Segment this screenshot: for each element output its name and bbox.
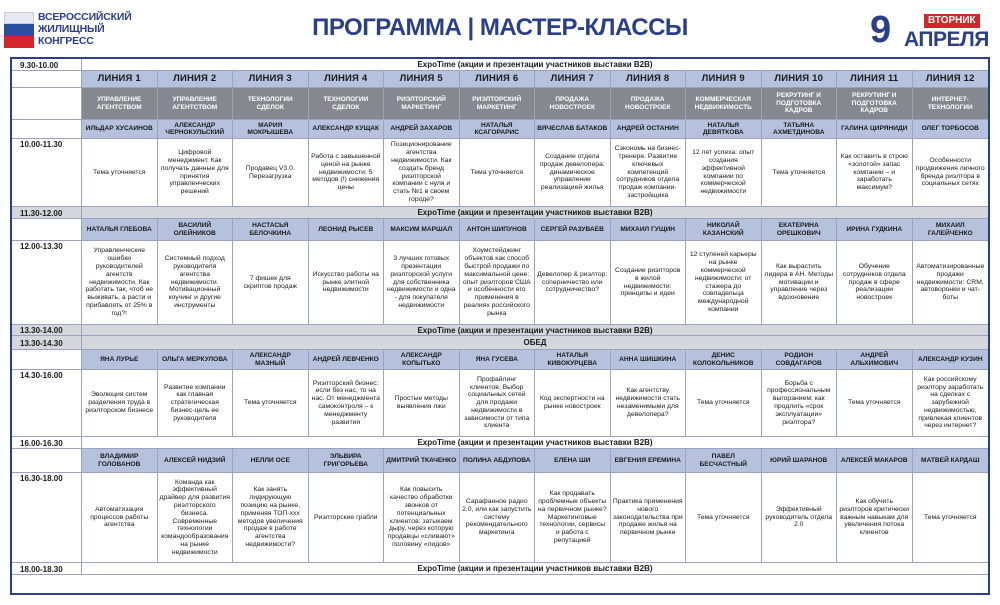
talk-title: Как продавать проблемные объекты на первичном рынке? Маркетинговые технологии, сервисы и работа с репутацией [535,473,611,563]
speaker-name: НИКОЛАЙ КАЗАНСКИЙ [686,219,762,241]
speaker-name: ДЕНИС КОЛОКОЛЬНИКОВ [686,350,762,370]
talk-title: Автоматизация процессов работы агентства [82,473,158,563]
line-header: ЛИНИЯ 11 [837,71,913,88]
track-topic-row [12,88,988,120]
talk-title: Риэлторский бизнес: если без нас, то на нас. От менеджмента самоконтроля – к менеджменту развития [309,370,385,437]
expo-row [12,563,988,575]
speaker-name: ЯНА ЛУРЬЕ [82,350,158,370]
expo-banner: ExpoTime (акции и презентации участников выставки B2B) [82,563,988,575]
speaker-name: ПАВЕЛ БЕСЧАСТНЫЙ [686,449,762,473]
speaker-name: ДМИТРИЙ ТКАЧЕНКО [384,449,460,473]
time-slot [12,219,82,241]
time-slot: 14.30-16.00 [12,370,82,437]
talk-title: Тема уточняется [82,139,158,207]
month-label: АПРЕЛЯ [904,28,989,51]
talk-title: 12 лет успеха: опыт создания эффективной компании по коммерческой недвижимости [686,139,762,207]
time-slot: 13.30-14.30 [12,336,82,350]
talk-title: Продавец V3.0. Перезагрузка [233,139,309,207]
time-slot: 9.30-10.00 [12,59,82,71]
expo-banner: ExpoTime (акции и презентации участников выставки B2B) [82,437,988,449]
line-header: ЛИНИЯ 3 [233,71,309,88]
talk-title: Простые методы выявления лжи [384,370,460,437]
time-slot [12,350,82,370]
time-slot [12,71,82,88]
talk-title-row [12,241,988,325]
lunch-banner: ОБЕД [82,336,988,350]
talk-title: Системный подход руководителя агентства недвижимости. Мотивационный коучинг и другие инструменты [158,241,234,325]
talk-title: 7 фишек для скриптов продаж [233,241,309,325]
line-header: ЛИНИЯ 9 [686,71,762,88]
talk-title: Особенности продвижения личного бренда риэлтора в социальных сетях [913,139,989,207]
speaker-name: АНТОН ШИПУНОВ [460,219,536,241]
talk-title-row [12,139,988,207]
track-topic: ТЕХНОЛОГИИ СДЕЛОК [309,88,385,120]
logo-line: ВСЕРОССИЙСКИЙ [38,11,132,23]
expo-row [12,325,988,336]
speaker-name: ЭЛЬВИРА ГРИГОРЬЕВА [309,449,385,473]
speaker-name: НАТАЛЬЯ КСАГОРАРИС [460,120,536,139]
talk-title: Эффективный руководитель отдела 2.0 [762,473,838,563]
speaker-name: НАТАЛЬЯ ДЕВЯТКОВА [686,120,762,139]
time-slot [12,449,82,473]
talk-title: Как занять лидирующую позицию на рынке, применяя ТОП-xxx методов увеличения продаж в работе агентства недвижимости? [233,473,309,563]
speaker-name: АЛЕКСЕЙ НИДЗИЙ [158,449,234,473]
talk-title: Тема уточняется [233,370,309,437]
talk-title: Профайлинг клиентов. Выбор социальных сетей для продажи недвижимости в зависимости от типа клиента [460,370,536,437]
speaker-name: МИХАИЛ ГУЩИН [611,219,687,241]
line-header: ЛИНИЯ 8 [611,71,687,88]
talk-title: Позиционирование агентства недвижимости. Как создать бренд риэлторской компании с нуля и стать №1 в своем городе? [384,139,460,207]
time-slot: 16.30-18.00 [12,473,82,563]
talk-title: Практика применения нового законодательства при продаже жилья на первичном рынке [611,473,687,563]
talk-title: Работа с завышенной ценой на рынке недвижимости: 5 методов (!) снижения цены [309,139,385,207]
time-slot: 12.00-13.30 [12,241,82,325]
line-header: ЛИНИЯ 4 [309,71,385,88]
line-header: ЛИНИЯ 12 [913,71,989,88]
talk-title: Девелопер & риэлтор: соперничество или сотрудничество? [535,241,611,325]
line-header-row [12,71,988,88]
time-slot: 13.30-14.00 [12,325,82,336]
speaker-name: ЕЛЕНА ШИ [535,449,611,473]
talk-title: Цифровой менеджмент. Как получать данные для принятия управленческих решений [158,139,234,207]
talk-title: Сэкономь на бизнес-тренере. Развитие ключевых компетенций сотрудников отдела продаж компании-застройщика [611,139,687,207]
speaker-name: ВЯЧЕСЛАВ БАТАКОВ [535,120,611,139]
speaker-name: ГАЛИНА ЦИРЯНИДИ [837,120,913,139]
talk-title: Создание отдела продаж девелопера: динамическое управление реализацией жилья [535,139,611,207]
talk-title: Развитие компании как главная стратегическая бизнес-цель ее руководителя [158,370,234,437]
track-topic: РИЭЛТОРСКИЙ МАРКЕТИНГ [460,88,536,120]
line-header: ЛИНИЯ 5 [384,71,460,88]
speaker-name-row [12,350,988,370]
talk-title: Создание риэлторов в жилой недвижимости: принципы и идеи [611,241,687,325]
speaker-name: ЮРИЙ ШАРАНОВ [762,449,838,473]
track-topic: ТЕХНОЛОГИИ СДЕЛОК [233,88,309,120]
speaker-name: АЛЕКСАНДР ЧЕРНОКУЛЬСКИЙ [158,120,234,139]
page-header [0,0,1000,58]
congress-logo [4,8,152,52]
speaker-name: АЛЕКСАНДР КУЩАК [309,120,385,139]
line-header: ЛИНИЯ 7 [535,71,611,88]
expo-banner: ExpoTime (акции и презентации участников выставки B2B) [82,207,988,219]
speaker-name: ТАТЬЯНА АХМЕТДИНОВА [762,120,838,139]
speaker-name: ИРИНА ГУДКИНА [837,219,913,241]
talk-title: Тема уточняется [762,139,838,207]
event-date [870,10,996,54]
track-topic: РИЭЛТОРСКИЙ МАРКЕТИНГ [384,88,460,120]
speaker-name: АНДРЕЙ ЗАХАРОВ [384,120,460,139]
track-topic: УПРАВЛЕНИЕ АГЕНТСТВОМ [158,88,234,120]
expo-row [12,59,988,71]
talk-title: Управленческие ошибки руководителей агентств недвижимости. Как работать так, чтоб не выживать, а расти и прибавлять от 25% в год?! [82,241,158,325]
speaker-name: ВЛАДИМИР ГОЛОВАНОВ [82,449,158,473]
time-slot [12,120,82,139]
track-topic: ИНТЕРНЕТ-ТЕХНОЛОГИИ [913,88,989,120]
speaker-name: МАТВЕЙ КАРДАШ [913,449,989,473]
speaker-name: НАТАЛЬЯ КИВОКУРЦЕВА [535,350,611,370]
speaker-name: ЛЕОНИД РЫСЕВ [309,219,385,241]
speaker-name: МАРИЯ МОКРЫШЕВА [233,120,309,139]
speaker-name: ЯНА ГУСЕВА [460,350,536,370]
track-topic: РЕКРУТИНГ И ПОДГОТОВКА КАДРОВ [762,88,838,120]
speaker-name-row [12,219,988,241]
speaker-name: АЛЕКСАНДР КОПЫТЬКО [384,350,460,370]
speaker-name: ВАСИЛИЙ ОЛЕЙНИКОВ [158,219,234,241]
time-slot: 10.00-11.30 [12,139,82,207]
time-slot: 16.00-16.30 [12,437,82,449]
speaker-name: СЕРГЕЙ РАЗУВАЕВ [535,219,611,241]
lunch-row [12,336,988,350]
time-slot: 18.00-18.30 [12,563,82,575]
schedule-table [10,57,990,595]
speaker-name: НАТАЛЬЯ ГЛЕБОВА [82,219,158,241]
track-topic: КОММЕРЧЕСКАЯ НЕДВИЖИМОСТЬ [686,88,762,120]
speaker-name: ЕВГЕНИЯ ЕРЕМИНА [611,449,687,473]
line-header: ЛИНИЯ 10 [762,71,838,88]
speaker-name: ПОЛИНА АБДУЛОВА [460,449,536,473]
speaker-name: АЛЕКСЕЙ МАКАРОВ [837,449,913,473]
talk-title-row [12,370,988,437]
talk-title: Как российскому риэлтору заработать на сделках с зарубежной недвижимостью, привлекая клиентов через интернет? [913,370,989,437]
speaker-name: АЛЕКСАНДР КУЗИН [913,350,989,370]
line-header: ЛИНИЯ 1 [82,71,158,88]
track-topic: ПРОДАЖА НОВОСТРОЕК [535,88,611,120]
time-slot [12,88,82,120]
talk-title: Тема уточняется [686,370,762,437]
speaker-name: ОЛЬГА МЕРКУЛОВА [158,350,234,370]
talk-title: Как агентству недвижимости стать незаменимыми для девелопера? [611,370,687,437]
talk-title: 12 ступеней карьеры на рынке коммерческой недвижимости: от стажера до совладельца международной компании [686,241,762,325]
speaker-name: МИХАИЛ ГАЛЕЙЧЕНКО [913,219,989,241]
speaker-name: ОЛЕГ ТОРБОСОВ [913,120,989,139]
track-topic: УПРАВЛЕНИЕ АГЕНТСТВОМ [82,88,158,120]
expo-row [12,437,988,449]
talk-title: Обучение сотрудников отдела продаж в сфере реализации новостроек [837,241,913,325]
speaker-name: МАКСИМ МАРШАЛ [384,219,460,241]
speaker-name: АНДРЕЙ ОСТАНИН [611,120,687,139]
talk-title: Тема уточняется [837,370,913,437]
page-title: ПРОГРАММА | МАСТЕР-КЛАССЫ [312,14,688,41]
talk-title-row [12,473,988,563]
speaker-name: НЕЛЛИ ОСЕ [233,449,309,473]
talk-title: 3 лучших готовых презентации риэлторской услуги для собственника недвижимости и одна - для покупателя недвижимости [384,241,460,325]
logo-line: КОНГРЕСС [38,35,94,47]
line-header: ЛИНИЯ 2 [158,71,234,88]
speaker-name: ИЛЬДАР ХУСАИНОВ [82,120,158,139]
talk-title: Команда как эффективный драйвер для развития риэлторского бизнеса. Современные технологии командообразования на рынке недвижимости [158,473,234,563]
speaker-name: ЕКАТЕРИНА ОРЕШКОВИЧ [762,219,838,241]
talk-title: Искусство работы на рынке элитной недвижимости [309,241,385,325]
talk-title: Код экспертности на рынке новостроек [535,370,611,437]
russian-flag-icon [4,12,34,48]
talk-title: Риэлторские грабли [309,473,385,563]
line-header: ЛИНИЯ 6 [460,71,536,88]
talk-title: Как обучить риэлторов критически важным навыкам для увеличения потока клиентов [837,473,913,563]
talk-title: Тема уточняется [913,473,989,563]
talk-title: Борьба с профессиональным выгоранием: как продлить «срок эксплуатации» риэлтора? [762,370,838,437]
talk-title: Эволюция систем разделения труда в риэлторском бизнесе [82,370,158,437]
talk-title: Как повысить качество обработки звонков от потенциальных клиентов: затыкаем дыру, через которую продавцы «сливают» половину «лидов» [384,473,460,563]
logo-text [38,11,152,47]
talk-title: Как вырастить лидера в АН. Методы мотивации и управление через вдохновение [762,241,838,325]
weekday-badge: ВТОРНИК [924,14,980,28]
speaker-name: АНДРЕЙ ЛЕВЧЕНКО [309,350,385,370]
speaker-name: РОДИОН СОВДАГАРОВ [762,350,838,370]
speaker-name: АЛЕКСАНДР МАЗНЫЙ [233,350,309,370]
talk-title: Тема уточняется [686,473,762,563]
speaker-name: НАСТАСЬЯ БЕЛОЧКИНА [233,219,309,241]
talk-title: Тема уточняется [460,139,536,207]
day-number: 9 [870,9,892,51]
track-topic: РЕКРУТИНГ И ПОДГОТОВКА КАДРОВ [837,88,913,120]
talk-title: Как оставить в строю «золотой» запас компании – и заработать максимум? [837,139,913,207]
talk-title: Сарафанное радио 2.0, или как запустить систему рекомендательного маркетинга [460,473,536,563]
talk-title: Хоумстейджинг объектов как способ быстрой продажи по максимальной цене: опыт риэлторов США и особенности его применения в реалиях российского рынка [460,241,536,325]
expo-banner: ExpoTime (акции и презентации участников выставки B2B) [82,59,988,71]
time-slot: 11.30-12.00 [12,207,82,219]
expo-row [12,207,988,219]
talk-title: Автоматизированные продажи недвижимости: CRM, автоворонки и чат-боты [913,241,989,325]
speaker-name: АННА ШИШКИНА [611,350,687,370]
expo-banner: ExpoTime (акции и презентации участников выставки B2B) [82,325,988,336]
speaker-name-row [12,449,988,473]
logo-line: ЖИЛИЩНЫЙ [38,23,105,35]
track-topic: ПРОДАЖА НОВОСТРОЕК [611,88,687,120]
speaker-name: АНДРЕЙ АЛЬХИМОВИЧ [837,350,913,370]
speaker-name-row [12,120,988,139]
